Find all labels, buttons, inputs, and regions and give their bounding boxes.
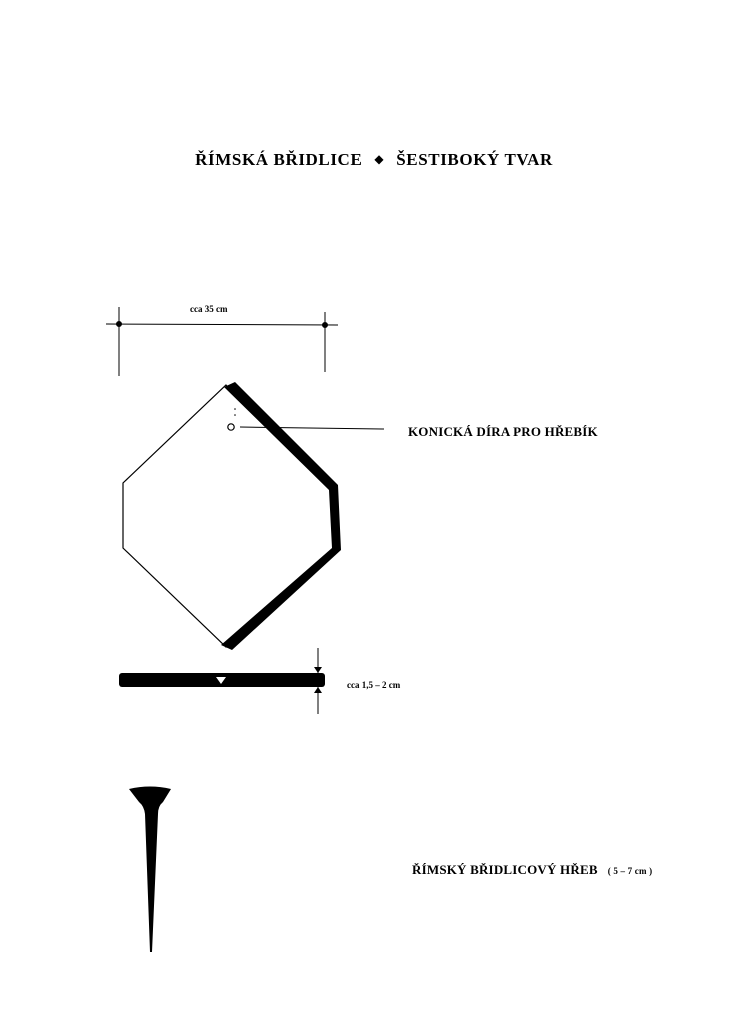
nail-caption [412, 862, 652, 878]
hexagonal-slate [123, 382, 384, 650]
title-shape-name: ŠESTIBOKÝ TVAR [396, 150, 553, 169]
width-tick-right [323, 323, 328, 328]
nail-hole [228, 424, 234, 430]
diamond-separator-icon: ◆ [374, 152, 385, 166]
slate-profile [119, 648, 325, 714]
hole-mark-dot [234, 408, 236, 410]
width-tick-left [117, 322, 122, 327]
page-title [0, 150, 748, 170]
title-slate-name: ŘÍMSKÁ BŘIDLICE [195, 150, 363, 169]
thickness-dimension-label: cca 1,5 – 2 cm [347, 680, 401, 690]
hole-annotation: KONICKÁ DÍRA PRO HŘEBÍK [408, 424, 598, 439]
nail-drawing [129, 787, 171, 953]
width-dimension-label: cca 35 cm [190, 304, 228, 314]
hole-mark-dot [234, 414, 236, 416]
width-dimension [106, 307, 338, 376]
width-dimension-line [106, 324, 338, 325]
nail-label: ŘÍMSKÝ BŘIDLICOVÝ HŘEB [412, 862, 598, 877]
thickness-arrow-top [314, 667, 322, 673]
nail-shape [129, 787, 171, 953]
thickness-arrow-bottom [314, 687, 322, 693]
nail-size-label: ( 5 – 7 cm ) [607, 866, 653, 876]
